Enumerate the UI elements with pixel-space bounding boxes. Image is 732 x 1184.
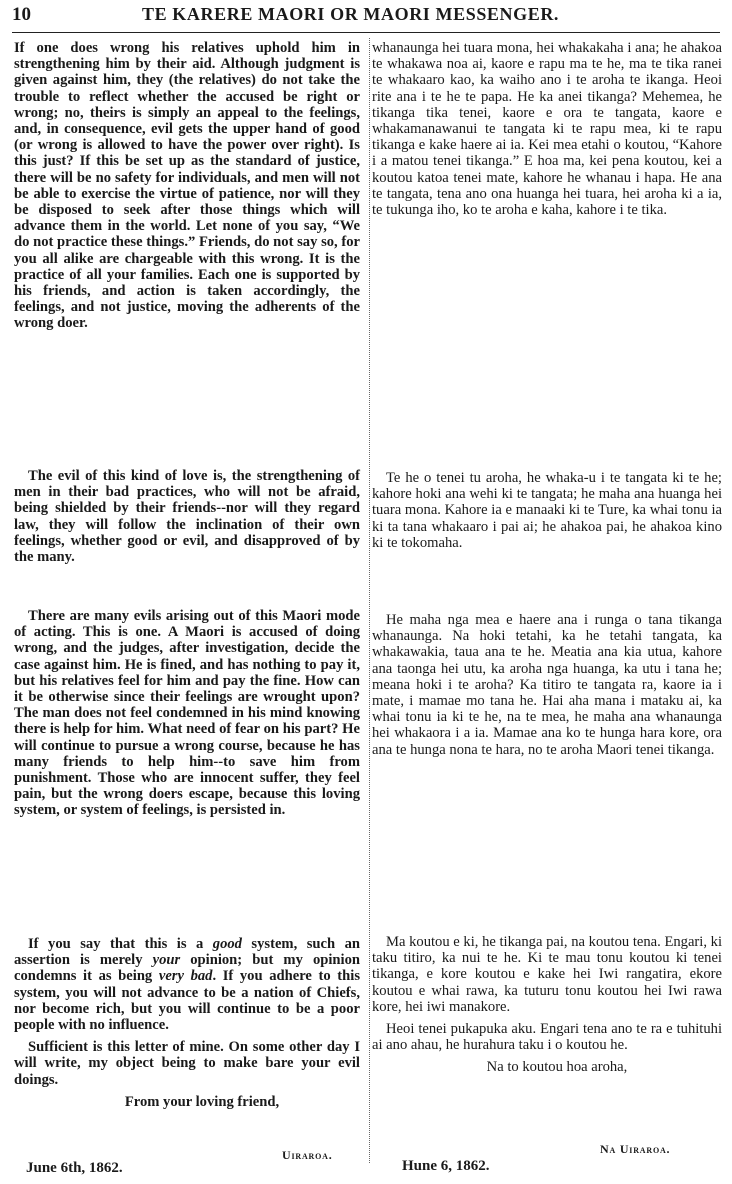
- maori-paragraph-4: Ma koutou e ki, he tikanga pai, na koutou tena. Engari, ki taku titiro, ka nui te he. Ki te mau tonu koutou ki tenei tikanga, e kore koutou e kake hei Iwi rangatira, ekore koutou e whai rawa, ka tuturu tonu koutou hei Iwi rawa kore, hei iwi manakore.: [372, 934, 722, 1015]
- english-paragraph-5: Sufficient is this letter of mine. On some other day I will write, my object being to make bare your evil doings.: [14, 1039, 360, 1088]
- maori-closing: Na to koutou hoa aroha,: [486, 1059, 628, 1076]
- english-block-2: [14, 468, 360, 571]
- header-rule: [12, 32, 720, 33]
- maori-block-2: [372, 470, 722, 557]
- maori-signature: Na Uiraroa.: [600, 1142, 671, 1156]
- english-paragraph-3: There are many evils arising out of this Maori mode of acting. This is one. A Maori is accused of doing wrong, and the judges, after investigation, decide the case against him. He is fined, and has nothing to pay it, but his relatives feel for him and pay the fine. How can it be otherwise since their feelings are wrought upon? The man does not feel condemned in his mind knowing there is help for him. What need of fear on his part? He will continue to pursue a wrong course, because he has many friends to help him--to save him from punishment. Those who are innocent suffer, they feel pain, but the wrong doers escape, because this loving system, or system of feelings, is persisted in.: [14, 608, 360, 819]
- maori-block-3: [372, 612, 722, 764]
- english-p4-part-c: opinion; but my opinion condemns it as being: [14, 952, 360, 985]
- maori-paragraph-5: Heoi tenei pukapuka aku. Engari tena ano te ra e tuhituhi ai ano ahau, he hurahura taku i o koutou he.: [372, 1021, 722, 1054]
- column-divider: [369, 38, 370, 1163]
- english-paragraph-4: [14, 936, 360, 1033]
- maori-date: Hune 6, 1862.: [402, 1158, 490, 1174]
- english-paragraph-2: The evil of this kind of love is, the strengthening of men in their bad practices, who will not be afraid, being shielded by their friends--nor will they regard law, they will follow the inclination of their own feelings, whether good or evil, and disapproved of by the many.: [14, 468, 360, 566]
- page-header: [12, 2, 722, 30]
- english-block-1: [14, 40, 360, 338]
- english-date: June 6th, 1862.: [26, 1160, 123, 1176]
- english-paragraph-1: If one does wrong his relatives uphold him in strengthening him by their aid. Although judgment is given against him, they (the relatives) do not take the trouble to reflect whether the accused be right or wrong; no, theirs is simply an appeal to the feelings, and, in consequence, evil gets the upper hand of good (or wrong is allowed to have the power over right). Is this just? If this be set up as the standard of justice, there will be no safety for individuals, and men will not be able to exercise the virtue of patience, nor will they be disposed to seek after those things which will advance them in the world. Let none of you say, “We do not practice these things.” Friends, do not say so, for you all alike are chargeable with this wrong. It is the practice of all your families. Each one is supported by his friends, and action is taken accordingly, the feelings, and not justice, moving the adherents of the wrong doer.: [14, 40, 360, 332]
- maori-block-4: [372, 934, 722, 1076]
- english-p4-part-b: system, such an assertion is merely: [14, 936, 360, 969]
- maori-paragraph-1: whanaunga hei tuara mona, hei whakakaha i ana; he ahakoa te whakawa noa ai, kaore e rapu ma te he, ma te tika ranei te whakaaro kao, ka waiho ano i te aroha te ikanga. Heoi rite ana i te he te papa. He ka anei tikanga? Mehemea, he tikanga tika tenei, kaore e ora te tangata, kaore e whakamanawanui te tangata ki te rapu mea, ki te rapu tikanga e kake haere ai ia. Kei mea etahi o koutou, “Kahore i a matou tenei tikanga.” E hoa ma, kei pena koutou, kei a koutou katoa tenei mate, kahore he whanau i hapa. He ana te tangata, tena ano ona huanga hei tuara, hei aroha ki a ia, te tukunga iho, ko te aroha e kaha, kahore i te tika.: [372, 40, 722, 219]
- maori-block-1: [372, 40, 722, 224]
- english-p4-emph-good: good: [212, 936, 242, 952]
- maori-paragraph-2: Te he o tenei tu aroha, he whaka-u i te tangata ki te he; kahore hoki ana wehi ki te tangata; he maha ana huanga hei tuara mona. Kahore ia e manaaki ki te Ture, ka whai tonu ia ki ta tana whakaaro i pai ai; he ahakoa pai, he ahakoa kino ki te tokomaha.: [372, 470, 722, 551]
- english-closing: From your loving friend,: [124, 1093, 280, 1110]
- english-p4-emph-your: your: [152, 952, 181, 969]
- english-p4-part-a: If you say that this is a: [28, 936, 213, 952]
- english-block-3: [14, 608, 360, 825]
- english-signature: Uiraroa.: [282, 1148, 333, 1162]
- english-p4-emph-very-bad: very bad: [158, 968, 213, 985]
- page-number: 10: [12, 4, 31, 25]
- maori-paragraph-3: He maha nga mea e haere ana i runga o tana tikanga whanaunga. Na hoki tetahi, ka he tetahi tangata, ka whakawakia, taua ana te he. Meatia ana kia utua, kahore ana taonga hei utu, ka aroha nga huanga, ka utu i tana he; meana hoki i te aroha? Ka titiro te tangata ra, kaore ia i mate, i mamae mo tana he. Hai aha mana i mataku ai, ka whai tonu ia ki te he, na te mea, he maha ana whanaunga hei whakaora i a ia. Mamae ana ko te hunga hara kore, ora ana te hunga nona te hara, no te aroha Maori tenei tikanga.: [372, 612, 722, 758]
- english-block-4: [14, 936, 360, 1110]
- english-p4-part-d: . If you adhere to this system, you will not advance to be a nation of Chiefs, nor become rich, but you will continue to be a poor people with no influence.: [14, 968, 360, 1034]
- running-title: TE KARERE MAORI OR MAORI MESSENGER.: [142, 4, 560, 24]
